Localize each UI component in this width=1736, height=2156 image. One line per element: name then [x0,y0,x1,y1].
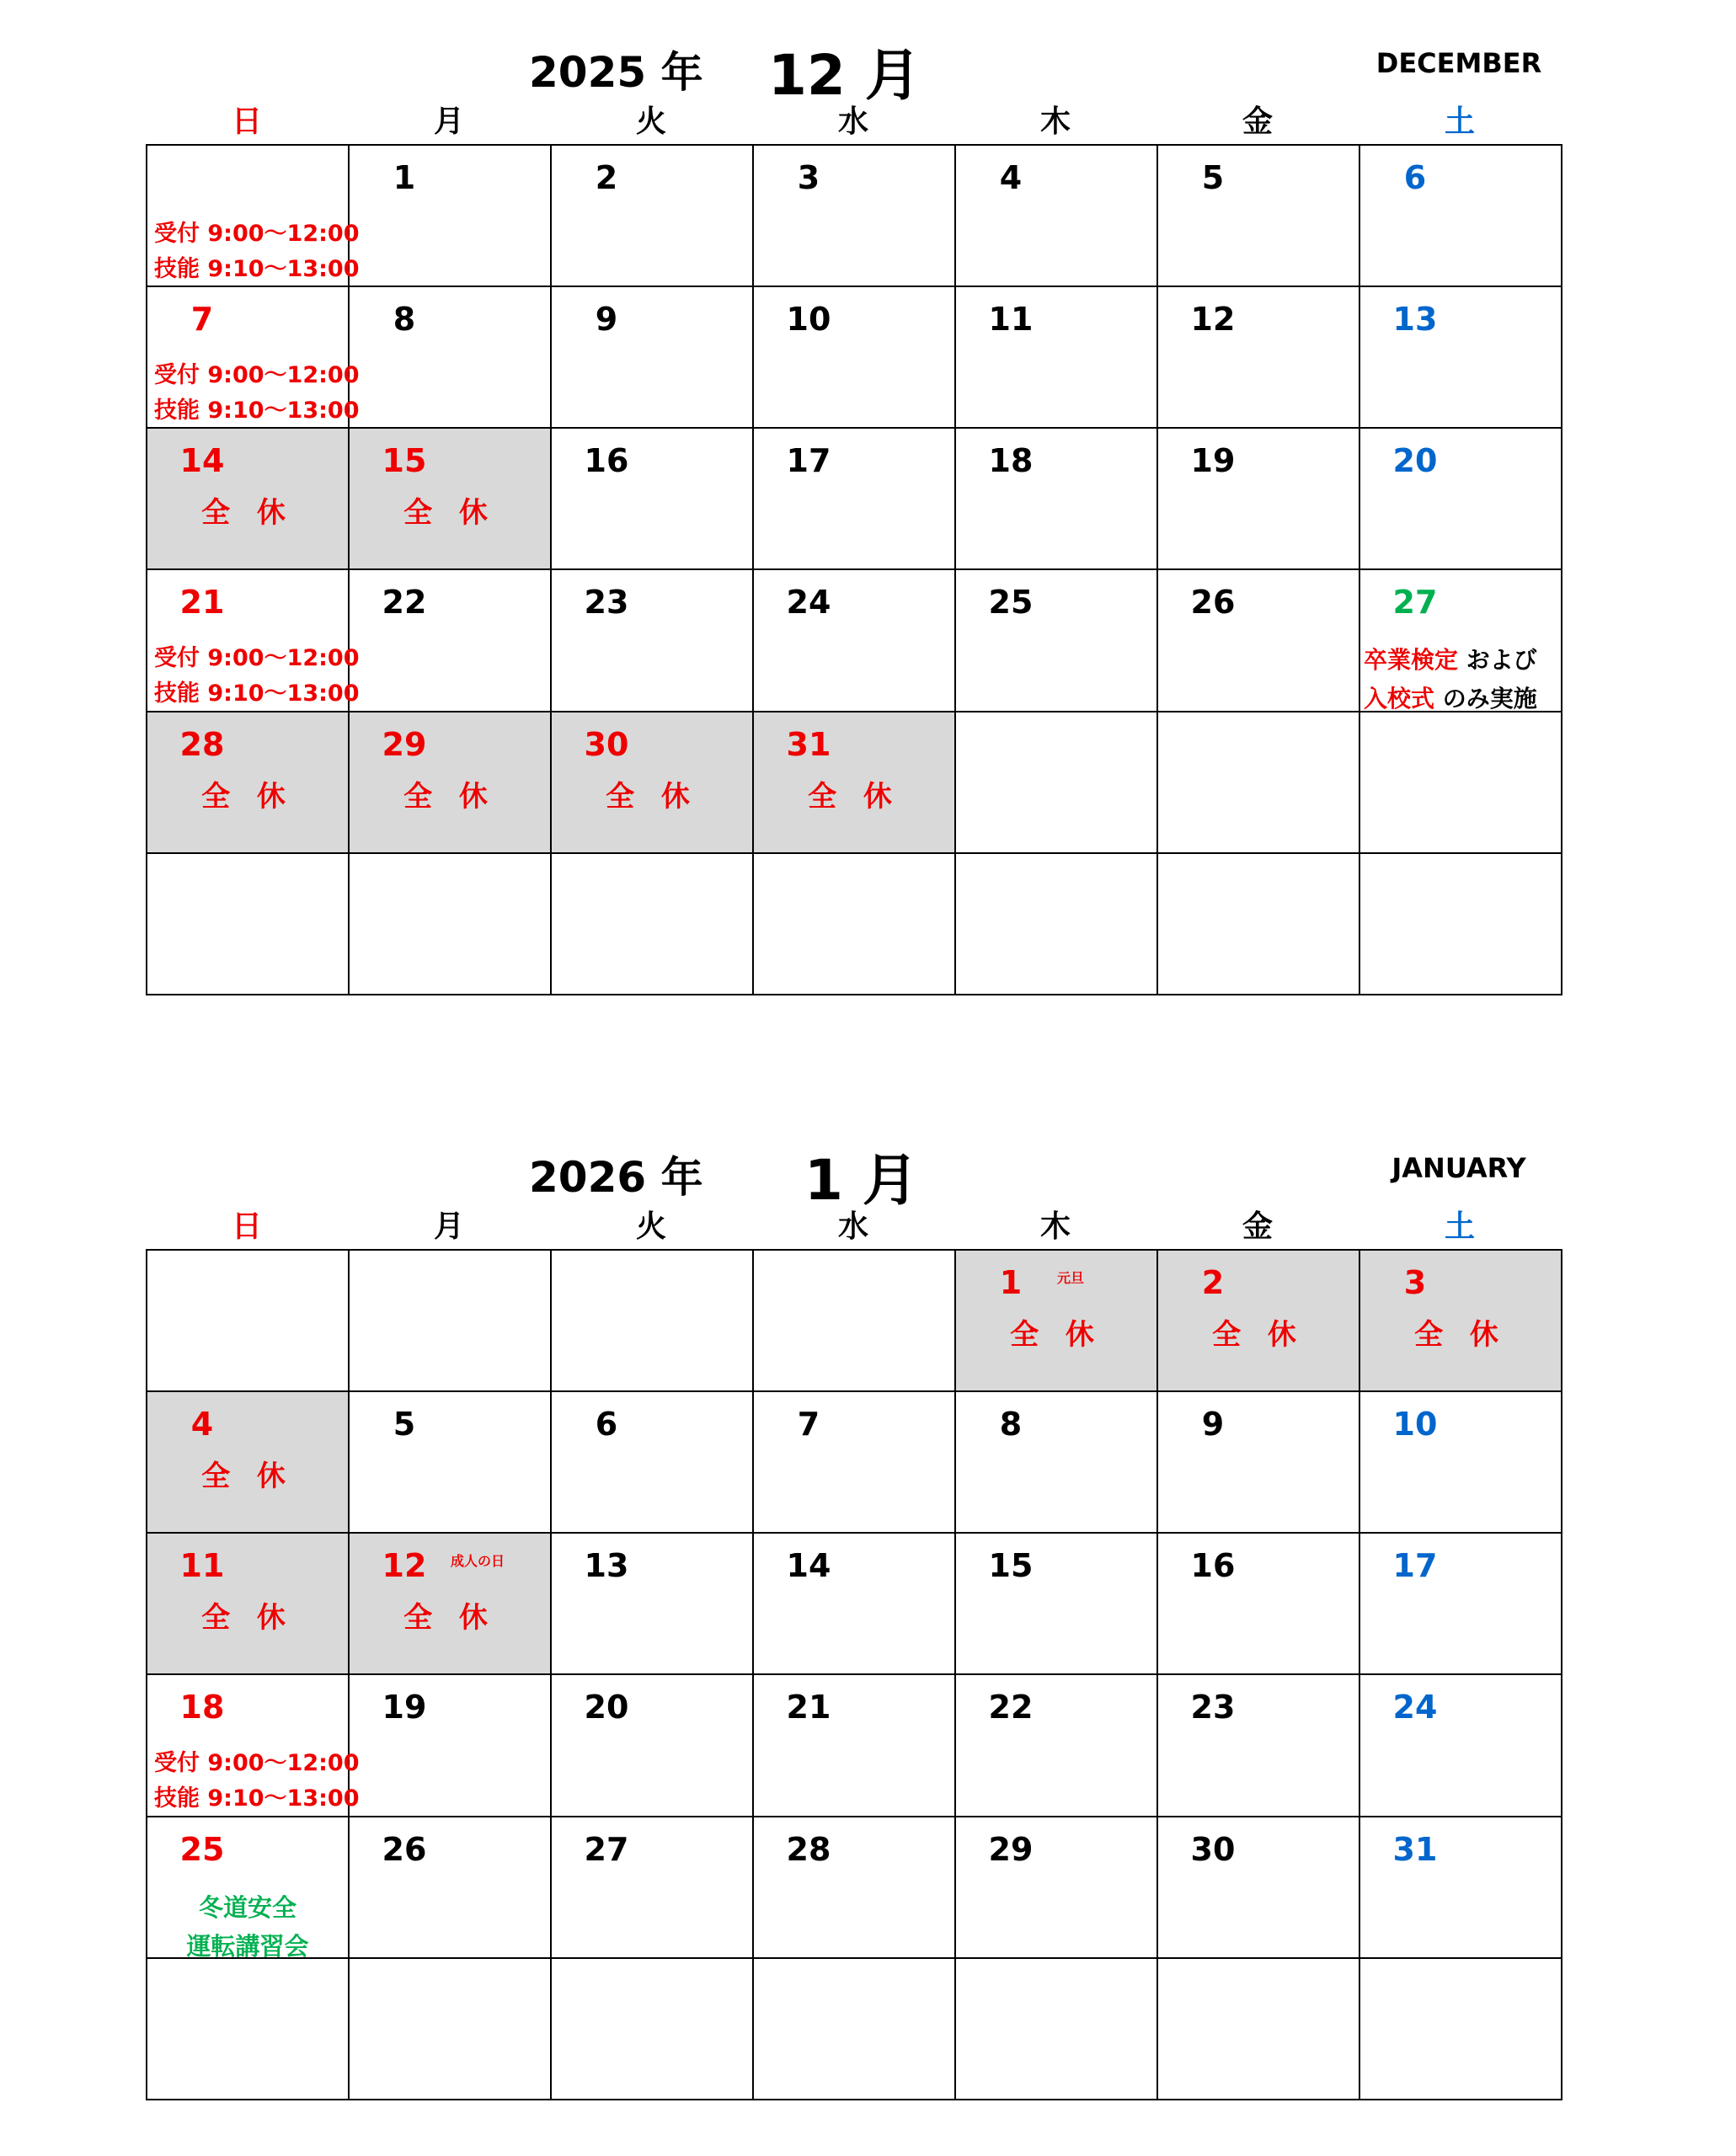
day-cell [1359,145,1562,286]
day-number: 8 [393,301,416,339]
week-row [147,1533,1562,1674]
day-number: 1 [999,1264,1023,1301]
day-cell [1359,1958,1562,2100]
day-number: 31 [786,725,831,763]
day-cell [349,853,551,995]
exam-event: 入校式 [1364,685,1435,713]
day-number: 29 [988,1830,1034,1868]
day-cell [1157,1817,1359,1958]
weekday-label: 日 [231,104,262,139]
exam-suffix: のみ実施 [1434,685,1537,713]
day-number: 26 [1190,584,1236,622]
day-cell [551,569,753,711]
day-cell [753,712,955,853]
day-number: 5 [393,1406,416,1444]
lecture-note [147,1888,348,1966]
day-number: 27 [1392,584,1438,622]
day-number: 28 [179,725,225,763]
day-number: 10 [1392,1406,1438,1444]
exam-note [1364,641,1537,718]
exam-event: 卒業検定 [1364,646,1459,675]
day-cell [955,428,1157,569]
weekday-label: 月 [433,1209,464,1244]
closed-note: 全 休 [201,496,294,531]
day-cell [1359,1250,1562,1391]
day-cell [753,1533,955,1674]
day-cell [551,712,753,853]
weekday-label: 月 [433,104,464,139]
day-number: 17 [786,442,831,480]
closed-note: 全 休 [201,779,294,814]
week-row [147,1674,1562,1816]
day-cell [349,1250,551,1391]
day-number: 7 [797,1406,820,1444]
day-cell [1359,1533,1562,1674]
hours-note [154,1746,360,1817]
day-cell [1157,145,1359,286]
closed-note: 全 休 [606,779,698,814]
hours-line: 受付 9:00～12:00 [154,1750,360,1777]
day-cell [147,712,349,853]
day-cell [1157,428,1359,569]
weekday-label: 金 [1242,104,1273,139]
day-cell [753,569,955,711]
week-row [147,1958,1562,2100]
weekday-label: 火 [635,1209,666,1244]
day-cell [955,1250,1157,1391]
calendar-grid [146,144,1562,995]
hours-note [154,641,360,712]
day-cell [349,1391,551,1533]
day-number: 3 [1403,1264,1427,1301]
day-number: 14 [179,442,225,480]
day-number: 6 [595,1406,618,1444]
day-cell [1157,1533,1359,1674]
day-cell [1157,569,1359,711]
day-cell [753,1817,955,1958]
day-number: 27 [584,1830,629,1868]
day-cell [753,1674,955,1816]
calendar-grid [146,1249,1562,2100]
lecture-line: 運転講習会 [186,1931,309,1961]
day-number: 2 [595,159,618,196]
day-cell [753,1250,955,1391]
day-cell [1359,1391,1562,1533]
day-cell [1359,712,1562,853]
closed-note: 全 休 [403,779,496,814]
day-number: 5 [1201,159,1225,196]
day-cell [147,1817,349,1961]
day-cell [1359,286,1562,428]
day-cell [955,1391,1157,1533]
day-number: 8 [999,1406,1023,1444]
day-number: 2 [1201,1264,1225,1301]
day-cell [753,286,955,428]
day-cell [1359,1817,1562,1958]
weekday-label: 木 [1039,104,1071,139]
day-cell [551,428,753,569]
year-label: 2026 年 [529,1153,703,1202]
day-cell [551,1674,753,1816]
day-cell [753,428,955,569]
exam-line [1364,641,1537,680]
day-number: 30 [1190,1830,1236,1868]
day-number: 14 [786,1547,831,1585]
year-label: 2025 年 [529,48,703,97]
day-number: 3 [797,159,820,196]
holiday-name: 成人の日 [451,1553,505,1570]
day-cell [349,286,551,428]
closed-note: 全 休 [1010,1318,1103,1352]
day-cell [349,1817,551,1958]
day-cell [551,1958,753,2100]
day-cell [1157,286,1359,428]
closed-note: 全 休 [403,496,496,531]
week-row [147,853,1562,995]
month-english: JANUARY [1391,1152,1526,1184]
day-cell [147,428,349,569]
day-number: 12 [382,1547,427,1585]
day-number: 21 [179,584,225,622]
day-cell [955,1958,1157,2100]
hours-line: 受付 9:00～12:00 [154,645,360,672]
closed-note: 全 休 [1414,1318,1507,1352]
day-cell [349,145,551,286]
day-number: 9 [595,301,618,339]
day-cell [147,1958,349,2100]
day-cell [955,1817,1157,1958]
day-number: 25 [179,1830,225,1868]
day-number: 6 [1403,159,1427,196]
day-cell [349,1958,551,2100]
day-number: 16 [1190,1547,1236,1585]
week-row [147,1250,1562,1391]
hours-line: 技能 9:10～13:00 [154,1785,360,1812]
day-cell [1157,1391,1359,1533]
day-cell [1157,712,1359,853]
day-number: 31 [1392,1830,1438,1868]
day-cell [1157,1250,1359,1391]
day-cell [955,569,1157,711]
weekday-label: 金 [1242,1209,1273,1244]
day-number: 29 [382,725,427,763]
week-row [147,569,1562,711]
day-number: 18 [988,442,1034,480]
day-cell [551,1533,753,1674]
day-cell [147,286,360,428]
day-cell [147,145,360,286]
day-number: 19 [382,1689,427,1726]
day-cell [1157,1958,1359,2100]
day-number: 28 [786,1830,831,1868]
exam-suffix: および [1458,646,1537,675]
day-number: 15 [382,442,427,480]
week-row [147,428,1562,569]
day-number: 17 [1392,1547,1438,1585]
day-cell [955,145,1157,286]
day-cell [349,569,551,711]
day-number: 12 [1190,301,1236,339]
hours-line: 受付 9:00～12:00 [154,362,360,389]
weekday-label: 水 [837,1209,868,1244]
day-number: 1 [393,159,416,196]
weekday-label: 土 [1444,1209,1475,1244]
holiday-name: 元旦 [1057,1270,1085,1286]
day-cell [147,1533,349,1674]
day-cell [147,1250,349,1391]
day-number: 11 [988,301,1034,339]
day-cell [1359,1674,1562,1816]
day-cell [551,286,753,428]
day-number: 24 [786,584,831,622]
day-cell [753,853,955,995]
hours-line: 受付 9:00～12:00 [154,221,360,247]
day-cell [1359,428,1562,569]
weekday-label: 火 [635,104,666,139]
day-number: 23 [584,584,629,622]
day-cell [551,145,753,286]
day-number: 10 [786,301,831,339]
day-cell [753,1391,955,1533]
weekday-label: 水 [837,104,868,139]
day-cell [753,1958,955,2100]
week-row [147,1817,1562,1958]
day-number: 20 [584,1689,629,1726]
weekday-label: 木 [1039,1209,1071,1244]
day-number: 23 [1190,1689,1236,1726]
hours-line: 技能 9:10～13:00 [154,398,360,424]
day-number: 18 [179,1689,225,1726]
day-number: 9 [1201,1406,1225,1444]
day-number: 13 [1392,301,1438,339]
closed-note: 全 休 [201,1601,294,1636]
week-row [147,1391,1562,1533]
day-number: 4 [190,1406,214,1444]
day-number: 22 [382,584,427,622]
day-number: 30 [584,725,629,763]
day-number: 11 [179,1547,225,1585]
day-cell [551,1817,753,1958]
day-cell [1157,1674,1359,1816]
hours-note [154,358,360,429]
day-cell [753,145,955,286]
day-cell [349,1674,551,1816]
day-number: 7 [190,301,214,339]
day-number: 20 [1392,442,1438,480]
day-cell [1157,853,1359,995]
day-cell [147,1391,349,1533]
day-cell [1359,569,1562,711]
day-cell [551,1391,753,1533]
day-number: 26 [382,1830,427,1868]
week-row [147,145,1562,286]
closed-note: 全 休 [808,779,900,814]
day-number: 13 [584,1547,629,1585]
hours-line: 技能 9:10～13:00 [154,680,360,707]
day-cell [955,286,1157,428]
day-number: 4 [999,159,1023,196]
day-cell [551,853,753,995]
week-row [147,286,1562,428]
closed-note: 全 休 [1212,1318,1305,1352]
day-number: 21 [786,1689,831,1726]
day-cell [349,428,551,569]
lecture-line: 冬道安全 [198,1892,296,1922]
month-label: 12 月 [768,43,921,108]
day-cell [349,1533,551,1674]
day-cell [955,853,1157,995]
day-cell [955,712,1157,853]
month-label: 1 月 [804,1148,918,1213]
day-cell [551,1250,753,1391]
day-cell [147,853,349,995]
day-cell [955,1674,1157,1816]
week-row [147,712,1562,853]
hours-line: 技能 9:10～13:00 [154,256,360,282]
day-cell [349,712,551,853]
weekday-label: 日 [231,1209,262,1244]
day-cell [147,569,360,711]
day-number: 22 [988,1689,1034,1726]
day-number: 16 [584,442,629,480]
day-number: 19 [1190,442,1236,480]
hours-note [154,216,360,287]
closed-note: 全 休 [201,1460,294,1494]
month-english: DECEMBER [1375,47,1542,79]
day-number: 25 [988,584,1034,622]
day-cell [955,1533,1157,1674]
day-number: 15 [988,1547,1034,1585]
day-number: 24 [1392,1689,1438,1726]
closed-note: 全 休 [403,1601,496,1636]
day-cell [147,1674,360,1816]
day-cell [1359,853,1562,995]
weekday-label: 土 [1444,104,1475,139]
